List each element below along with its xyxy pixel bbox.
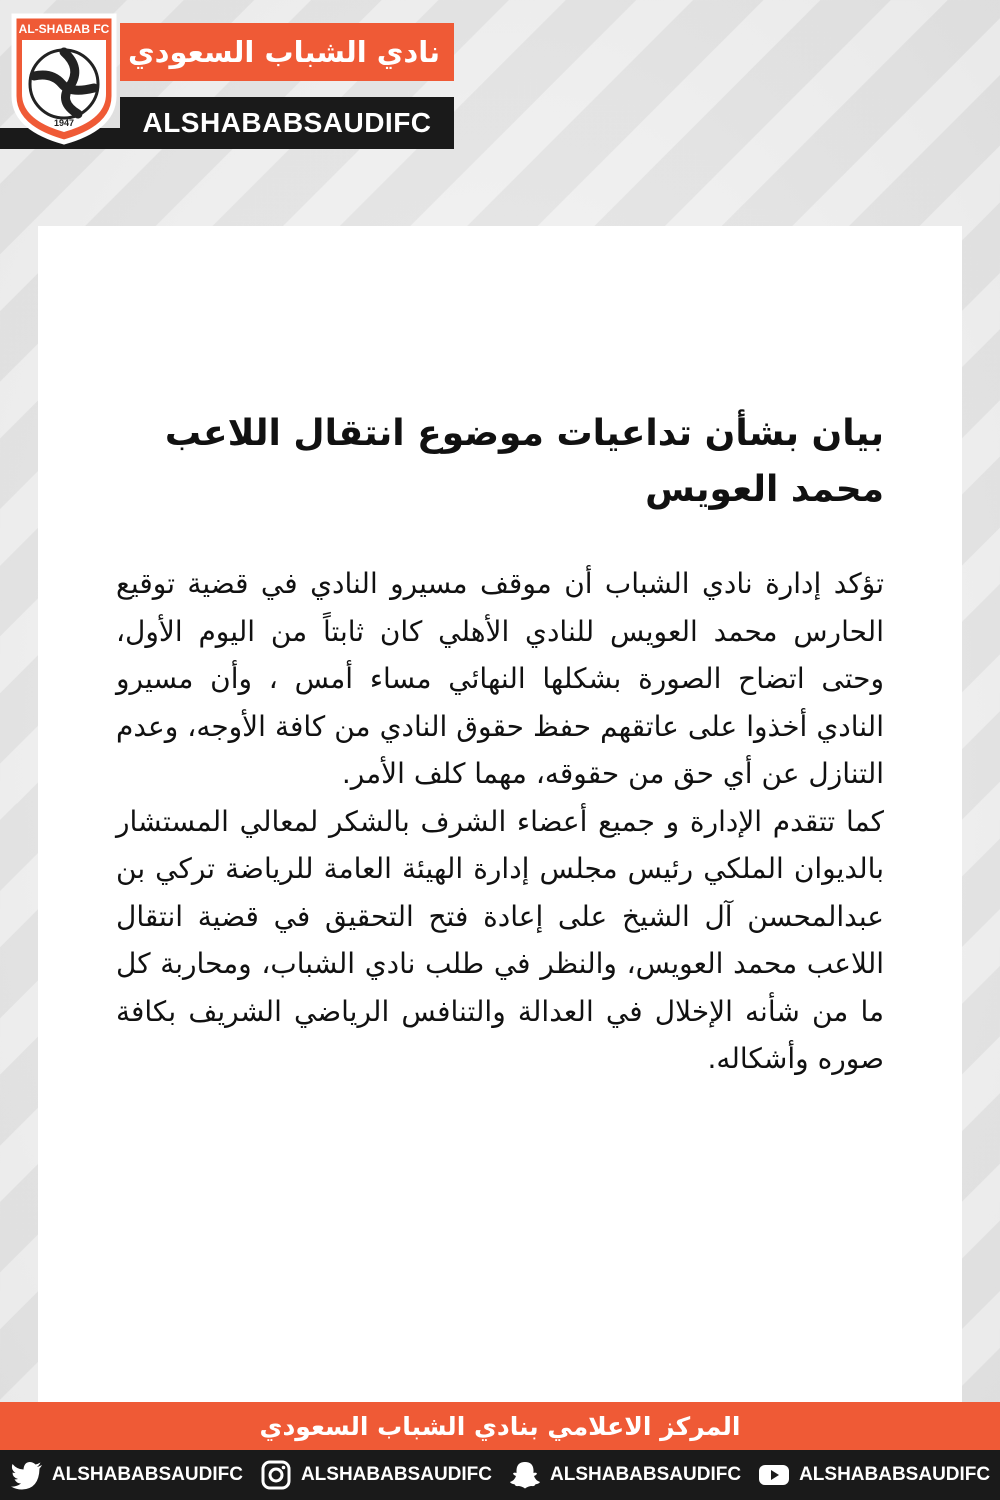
statement-body [116, 560, 884, 1083]
media-center-banner: المركز الاعلامي بنادي الشباب السعودي [0, 1402, 1000, 1450]
statement-title-line1: بيان بشأن تداعيات موضوع انتقال اللاعب [164, 413, 884, 454]
club-name-arabic: نادي الشباب السعودي [120, 23, 454, 81]
instagram-icon [259, 1460, 293, 1490]
snapchat-handle: ALSHABABSAUDIFC [550, 1464, 742, 1485]
logo-year: 1947 [53, 118, 75, 128]
youtube-handle: ALSHABABSAUDIFC [799, 1464, 991, 1485]
snapchat-icon [508, 1460, 542, 1490]
social-twitter[interactable] [10, 1460, 243, 1490]
statement-title-line2: محمد العويس [645, 469, 884, 510]
club-name-english: ALSHABABSAUDIFC [120, 97, 454, 149]
twitter-handle: ALSHABABSAUDIFC [51, 1464, 243, 1485]
social-snapchat[interactable] [508, 1460, 741, 1490]
social-instagram[interactable] [259, 1460, 492, 1490]
social-youtube[interactable] [757, 1460, 990, 1490]
statement-card [38, 226, 962, 1500]
youtube-icon [757, 1460, 791, 1490]
twitter-icon [10, 1460, 44, 1490]
statement-content [116, 406, 884, 1083]
statement-title [116, 406, 884, 518]
logo-text-top: AL-SHABAB FC [18, 22, 110, 36]
statement-paragraph-2: كما تتقدم الإدارة و جميع أعضاء الشرف بالشكر لمعالي المستشار بالديوان الملكي رئيس مجلس إدارة الهيئة العامة للرياضة تركي بن عبدالمحسن آل الشيخ على إعادة فتح التحقيق في قضية انتقال اللاعب محمد العويس، والنظر في طلب نادي الشباب، ومحاربة كل ما من شأنه الإخلال في العدالة والتنافس الرياضي الشريف بكافة صوره وأشكاله. [116, 804, 884, 1075]
statement-paragraph-1: تؤكد إدارة نادي الشباب أن موقف مسيرو النادي في قضية توقيع الحارس محمد العويس للنادي الأهلي كان ثابتاً من اليوم الأول، وحتى اتضاح الصورة بشكلها النهائي مساء أمس ، وأن مسيرو النادي أخذوا على عاتقهم حفظ حقوق النادي من كافة الأوجه، وعدم التنازل عن أي حق من حقوقه، مهما كلف الأمر. [116, 567, 884, 790]
social-links [0, 1450, 1000, 1500]
club-logo [8, 10, 120, 146]
instagram-handle: ALSHABABSAUDIFC [300, 1464, 492, 1485]
